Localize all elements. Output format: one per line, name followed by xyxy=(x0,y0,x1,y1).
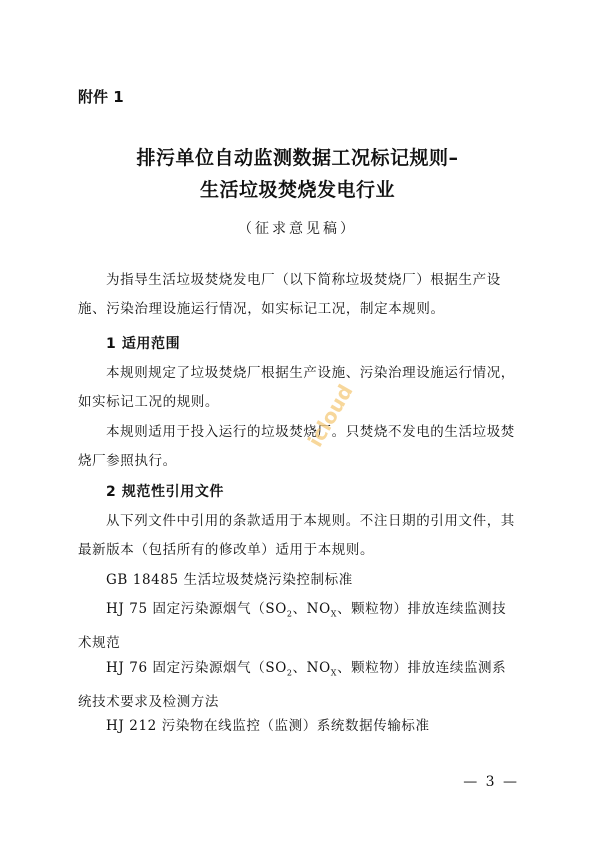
section1-paragraph1: 本规则规定了垃圾焚烧厂根据生产设施、污染治理设施运行情况，如实标记工况的规则。 xyxy=(78,365,515,410)
section2-paragraph: 从下列文件中引用的条款适用于本规则。不注日期的引用文件，其最新版本（包括所有的修改单）适用于本规则。 xyxy=(78,513,515,558)
reference-hj76-part2: 、NO xyxy=(292,660,331,676)
watermark-logo xyxy=(300,380,360,460)
page-number: — 3 — xyxy=(463,774,519,790)
reference-gb18485: GB 18485 生活垃圾焚烧污染控制标准 xyxy=(106,572,353,588)
subscript-x: X xyxy=(330,668,338,678)
intro-paragraph: 为指导生活垃圾焚烧发电厂（以下简称垃圾焚烧厂）根据生产设施、污染治理设施运行情况，如实标记工况，制定本规则。 xyxy=(78,272,501,317)
subscript-x: X xyxy=(330,609,338,619)
document-title-line1: 排污单位自动监测数据工况标记规则– xyxy=(136,147,459,169)
reference-hj212: HJ 212 污染物在线监控（监测）系统数据传输标准 xyxy=(106,718,430,734)
reference-hj75 xyxy=(78,595,518,658)
subscript-2: 2 xyxy=(286,609,293,619)
reference-hj75-part2: 、NO xyxy=(292,601,331,617)
document-subtitle: （征求意见稿） xyxy=(238,221,357,237)
attachment-label: 附件 1 xyxy=(78,88,124,106)
section-heading-1: 1 适用范围 xyxy=(106,336,181,352)
reference-hj76-part3: 、颗粒物）排放连续监测系统技术要求及检测方法 xyxy=(78,660,507,710)
section-heading-2: 2 规范性引用文件 xyxy=(106,484,225,500)
watermark-text: icloud xyxy=(302,380,358,451)
document-title-line2: 生活垃圾焚烧发电行业 xyxy=(199,179,395,201)
reference-hj76 xyxy=(78,654,518,717)
subscript-2: 2 xyxy=(286,668,293,678)
reference-hj76-part1: HJ 76 固定污染源烟气（SO xyxy=(106,660,287,676)
reference-hj75-part1: HJ 75 固定污染源烟气（SO xyxy=(106,601,287,617)
section1-paragraph2: 本规则适用于投入运行的垃圾焚烧厂。只焚烧不发电的生活垃圾焚烧厂参照执行。 xyxy=(78,424,515,469)
reference-hj75-part3: 、颗粒物）排放连续监测技术规范 xyxy=(78,601,507,651)
